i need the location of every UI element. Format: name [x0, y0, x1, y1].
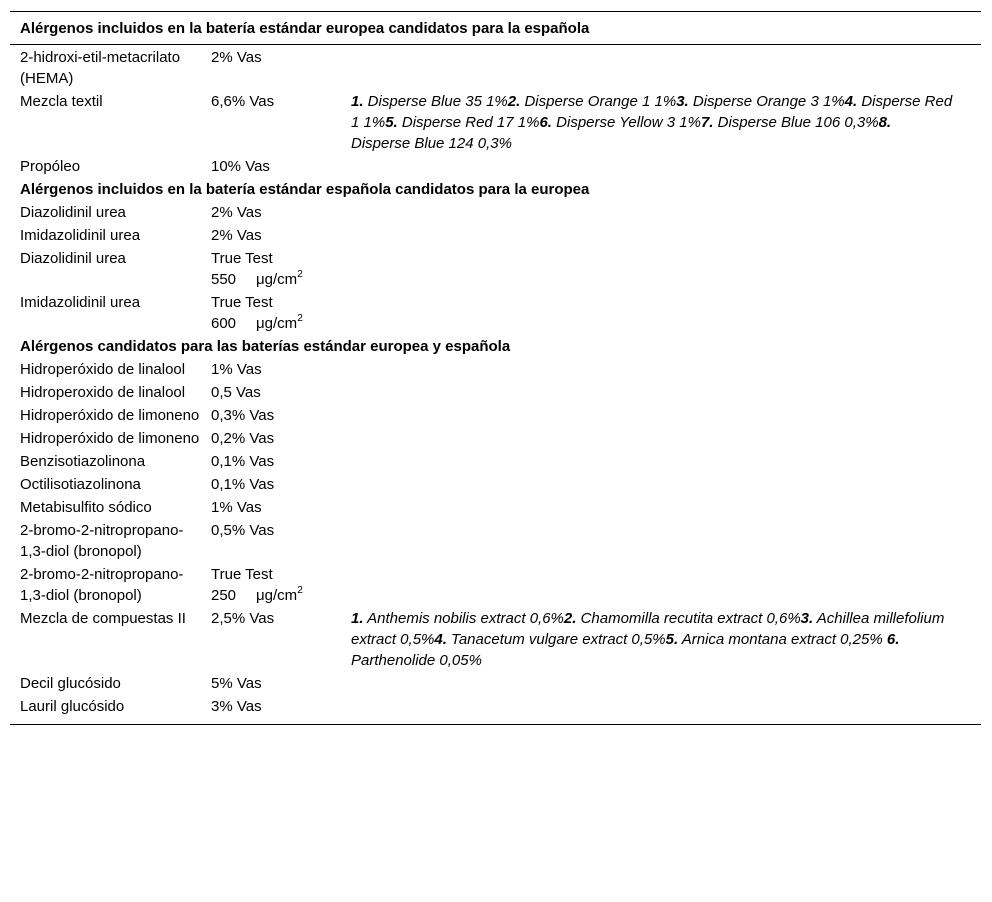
allergen-name: Octilisotiazolinona	[20, 476, 141, 493]
section-header: Alérgenos incluidos en la batería estándar española candidatos para la europea	[20, 181, 590, 198]
allergen-concentration: 0,5 Vas	[211, 384, 261, 401]
allergen-name: Imidazolidinil urea	[20, 227, 141, 244]
table-row	[10, 247, 981, 291]
allergen-name: Decil glucósido	[20, 675, 121, 692]
allergen-table	[10, 11, 981, 725]
allergen-concentration: 2% Vas	[211, 227, 262, 244]
allergen-name: Benzisotiazolinona	[20, 453, 146, 470]
allergen-concentration: True Test 550 $\mu g/cm^2$	[211, 250, 303, 288]
table-header: Alérgenos incluidos en la batería estándar europea candidatos para la española	[10, 12, 981, 45]
allergen-concentration: 2% Vas	[211, 204, 262, 221]
allergen-name: Lauril glucósido	[20, 698, 125, 715]
allergen-concentration: 0,1% Vas	[211, 476, 275, 493]
mix-components: 1. Disperse Blue 35 1%2. Disperse Orange 1 1%3. Disperse Orange 3 1%4. Disperse Red 1 1%5. Disperse Red 17 1%6. Disperse Yellow 3 1%7. Disperse Blue 106 0,3%8. Disperse Blue 124 0,3%	[351, 93, 953, 152]
allergen-concentration: 0,1% Vas	[211, 453, 275, 470]
allergen-concentration: 3% Vas	[211, 698, 262, 715]
allergen-name: Propóleo	[20, 158, 81, 175]
table-row	[10, 381, 981, 404]
table-row	[10, 90, 981, 155]
allergen-name: Mezcla textil	[20, 93, 103, 110]
allergen-name: Metabisulfito sódico	[20, 499, 152, 516]
allergen-name: Diazolidinil urea	[20, 204, 126, 221]
allergen-concentration: 0,5% Vas	[211, 522, 275, 539]
table-row	[10, 496, 981, 519]
table-row	[10, 358, 981, 381]
allergen-name: Mezcla de compuestas II	[20, 610, 186, 627]
table-row	[10, 563, 981, 607]
table-row	[10, 519, 981, 563]
section-header: Alérgenos candidatos para las baterías estándar europea y española	[20, 338, 511, 355]
allergen-name: Hidroperóxido de linalool	[20, 361, 186, 378]
table-row	[10, 404, 981, 427]
allergen-name: 2-hidroxi-etil-metacrilato (HEMA)	[20, 49, 181, 87]
allergen-name: Hidroperóxido de limoneno	[20, 430, 200, 447]
table-row	[10, 155, 981, 178]
allergen-concentration: 10% Vas	[211, 158, 270, 175]
mix-components: 1. Anthemis nobilis extract 0,6%2. Chamomilla recutita extract 0,6%3. Achillea millefolium extract 0,5%4. Tanacetum vulgare extract 0,5%5. Arnica montana extract 0,25% 6. Parthenolide 0,05%	[351, 610, 945, 669]
table-row	[10, 45, 981, 90]
table-row	[10, 427, 981, 450]
table-row	[10, 473, 981, 496]
table-row	[10, 695, 981, 718]
table-row	[10, 672, 981, 695]
table-row	[10, 291, 981, 335]
allergen-name: Hidroperoxido de linalool	[20, 384, 186, 401]
allergen-concentration: True Test 600 $\mu g/cm^2$	[211, 294, 303, 332]
allergen-name: Hidroperóxido de limoneno	[20, 407, 200, 424]
allergen-name: 2-bromo-2-nitropropano-1,3-diol (bronopol)	[20, 522, 184, 560]
allergen-concentration: 0,3% Vas	[211, 407, 275, 424]
table-row	[10, 224, 981, 247]
allergen-concentration: True Test 250 $\mu g/cm^2$	[211, 566, 303, 604]
allergen-concentration: 1% Vas	[211, 499, 262, 516]
allergen-concentration: 5% Vas	[211, 675, 262, 692]
allergen-concentration: 2% Vas	[211, 49, 262, 66]
table-row	[10, 450, 981, 473]
table-row	[10, 607, 981, 672]
allergen-concentration: 2,5% Vas	[211, 610, 275, 627]
allergen-concentration: 1% Vas	[211, 361, 262, 378]
allergen-name: Diazolidinil urea	[20, 250, 126, 267]
allergen-concentration: 6,6% Vas	[211, 93, 275, 110]
allergen-name: Imidazolidinil urea	[20, 294, 141, 311]
allergen-name: 2-bromo-2-nitropropano-1,3-diol (bronopol)	[20, 566, 184, 604]
table-row	[10, 201, 981, 224]
allergen-concentration: 0,2% Vas	[211, 430, 275, 447]
